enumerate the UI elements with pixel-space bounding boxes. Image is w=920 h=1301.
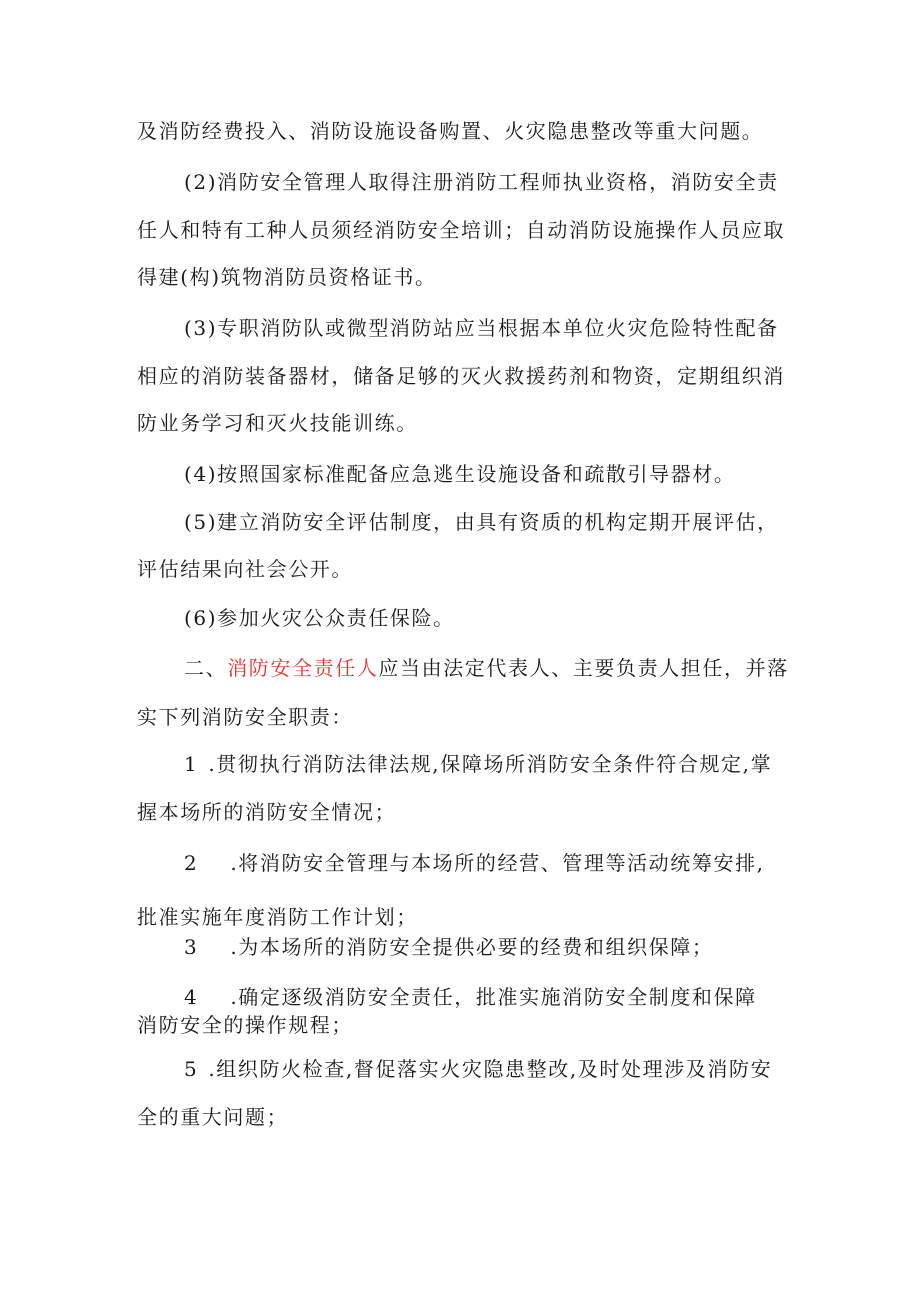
list-item-line bbox=[184, 985, 757, 1009]
text-line: 消防安全的操作规程； bbox=[137, 1013, 353, 1037]
item-text: .将消防安全管理与本场所的经营、管理等活动统筹安排, bbox=[230, 851, 765, 875]
text-line: (4)按照国家标准配备应急逃生设施设备和疏散引导器材。 bbox=[184, 462, 736, 486]
text-line: (6)参加火灾公众责任保险。 bbox=[184, 606, 455, 630]
highlighted-term: 消防安全责任人 bbox=[227, 656, 379, 680]
text-line: 全的重大问题； bbox=[137, 1105, 289, 1129]
item-number: 1 bbox=[184, 752, 199, 776]
item-text: .贯彻执行消防法律法规,保障场所消防安全条件符合规定,掌 bbox=[208, 752, 773, 776]
text-line: 评估结果向社会公开。 bbox=[137, 557, 353, 581]
section-prefix: 二、 bbox=[184, 656, 228, 680]
text-line: 防业务学习和灭火技能训练。 bbox=[137, 411, 418, 435]
item-text: .确定逐级消防安全责任，批准实施消防安全制度和保障 bbox=[230, 985, 757, 1009]
text-line: 握本场所的消防安全情况； bbox=[137, 800, 397, 824]
item-text: .组织防火检查,督促落实火灾隐患整改,及时处理涉及消防安 bbox=[208, 1057, 773, 1081]
item-number: 4 bbox=[184, 985, 199, 1009]
item-number: 2 bbox=[184, 851, 199, 875]
text-line: (3)专职消防队或微型消防站应当根据本单位火灾危险特性配备 bbox=[184, 316, 779, 340]
text-line: 实下列消防安全职责： bbox=[137, 705, 353, 729]
item-number: 3 bbox=[184, 935, 199, 959]
item-text: .为本场所的消防安全提供必要的经费和组织保障； bbox=[230, 935, 714, 959]
section-heading-line bbox=[184, 656, 789, 680]
text-line: 及消防经费投入、消防设施设备购置、火灾隐患整改等重大问题。 bbox=[137, 119, 764, 143]
list-item-line bbox=[184, 1057, 772, 1081]
text-line: (5)建立消防安全评估制度，由具有资质的机构定期开展评估， bbox=[184, 510, 779, 534]
item-number: 5 bbox=[184, 1057, 199, 1081]
text-line: 相应的消防装备器材，储备足够的灭火救援药剂和物资，定期组织消 bbox=[137, 364, 785, 388]
text-line: 任人和特有工种人员须经消防安全培训；自动消防设施操作人员应取 bbox=[137, 218, 785, 242]
text-line: 批准实施年度消防工作计划； bbox=[137, 905, 418, 929]
text-line: (2)消防安全管理人取得注册消防工程师执业资格，消防安全责 bbox=[184, 170, 779, 194]
list-item-line bbox=[184, 935, 714, 959]
list-item-line bbox=[184, 752, 772, 776]
text-line: 得建(构)筑物消防员资格证书。 bbox=[137, 265, 437, 289]
section-text: 应当由法定代表人、主要负责人担任，并落 bbox=[378, 656, 789, 680]
list-item-line bbox=[184, 851, 765, 875]
